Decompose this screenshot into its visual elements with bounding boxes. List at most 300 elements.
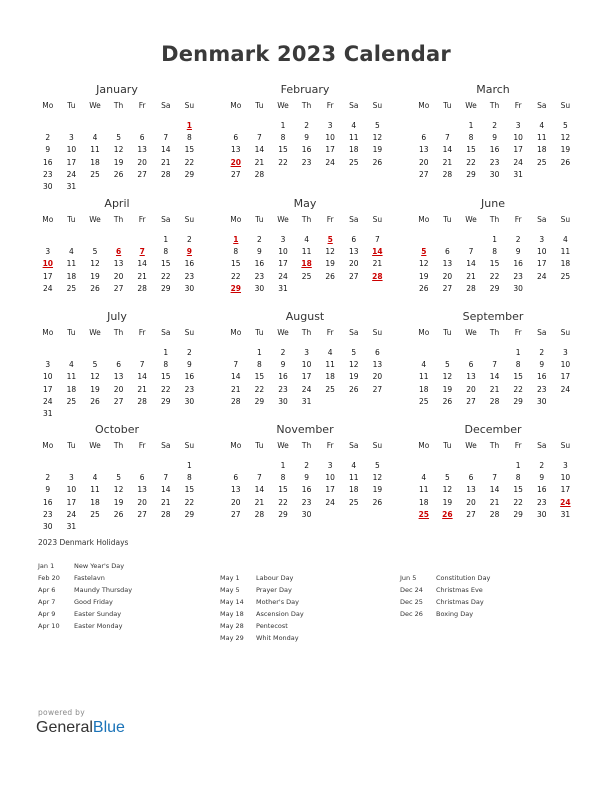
day-cell: 26 xyxy=(372,157,383,167)
day-cell: 27 xyxy=(466,396,476,406)
weekday-label: Tu xyxy=(443,441,452,450)
day-cell: 24 xyxy=(66,509,77,519)
weekday-label: Th xyxy=(113,328,124,337)
week-row xyxy=(412,246,574,258)
day-cell xyxy=(130,521,154,533)
day-cell: 15 xyxy=(184,145,195,155)
day-cell: 2 xyxy=(539,348,545,357)
month-january xyxy=(36,83,198,193)
day-cell: 9 xyxy=(539,473,545,483)
week-row xyxy=(224,169,386,181)
day-cell: 13 xyxy=(442,259,453,269)
holiday-day-cell: 9 xyxy=(186,247,192,257)
day-cell: 14 xyxy=(160,145,171,155)
day-cell: 26 xyxy=(419,283,429,293)
day-cell: 23 xyxy=(536,384,547,394)
day-cell xyxy=(36,347,60,359)
day-cell: 21 xyxy=(489,384,500,394)
day-cell: 8 xyxy=(280,473,286,483)
week-row xyxy=(412,157,574,169)
day-cell: 24 xyxy=(43,396,53,406)
day-cell: 14 xyxy=(137,372,147,382)
day-cell: 13 xyxy=(231,145,241,155)
day-cell: 20 xyxy=(372,372,383,382)
day-cell: 23 xyxy=(301,157,312,167)
week-row xyxy=(36,384,198,396)
day-cell: 16 xyxy=(254,259,265,269)
day-cell: 25 xyxy=(348,157,359,167)
holiday-name: Christmas Eve xyxy=(436,586,483,594)
weekday-label: Th xyxy=(113,101,124,110)
week-row xyxy=(412,472,574,484)
day-cell: 19 xyxy=(442,384,453,394)
day-cell: 20 xyxy=(442,271,453,281)
day-cell xyxy=(107,234,131,246)
day-cell xyxy=(554,396,578,408)
weekday-label: Su xyxy=(560,101,571,110)
day-cell: 6 xyxy=(233,133,239,143)
day-cell: 30 xyxy=(43,521,53,531)
weekday-header-row xyxy=(412,99,574,112)
day-cell: 17 xyxy=(301,372,312,382)
day-cell: 12 xyxy=(560,133,571,143)
day-cell: 15 xyxy=(160,372,171,382)
holiday-day-cell: 20 xyxy=(230,157,242,167)
holiday-date: May 28 xyxy=(220,622,244,630)
day-cell: 29 xyxy=(489,283,500,293)
day-cell: 14 xyxy=(254,145,265,155)
month-name: January xyxy=(96,83,138,96)
holiday-name: Pentecost xyxy=(256,622,288,630)
day-cell: 2 xyxy=(539,461,545,470)
holiday-date: Apr 10 xyxy=(38,622,60,630)
day-cell: 23 xyxy=(536,497,547,507)
day-cell xyxy=(130,460,154,472)
week-row xyxy=(224,120,386,132)
weekday-label: Sa xyxy=(537,215,547,224)
day-cell: 5 xyxy=(116,473,121,483)
day-cell: 20 xyxy=(137,157,147,167)
day-cell xyxy=(318,283,342,295)
day-cell: 11 xyxy=(66,372,77,382)
week-row xyxy=(36,132,198,144)
weekday-label: Th xyxy=(301,328,312,337)
month-april xyxy=(36,197,198,295)
day-cell: 11 xyxy=(348,473,359,483)
day-cell: 6 xyxy=(374,348,380,357)
day-cell xyxy=(412,120,436,132)
holiday-day-cell: 1 xyxy=(186,121,192,130)
day-cell: 3 xyxy=(45,247,51,257)
day-cell: 27 xyxy=(372,384,383,394)
day-cell: 27 xyxy=(113,283,124,293)
holiday-row xyxy=(38,572,132,584)
week-row xyxy=(224,258,386,270)
weekday-label: Su xyxy=(560,328,571,337)
week-row xyxy=(412,132,574,144)
day-cell: 4 xyxy=(92,473,98,483)
day-cell: 9 xyxy=(304,133,309,143)
holiday-date: Apr 7 xyxy=(38,598,56,606)
day-cell: 22 xyxy=(513,384,523,394)
weekday-label: Su xyxy=(184,441,195,450)
weekday-label: Su xyxy=(184,215,195,224)
day-cell: 23 xyxy=(513,271,523,281)
holiday-date: May 14 xyxy=(220,598,244,606)
day-cell: 31 xyxy=(278,283,288,293)
week-row xyxy=(36,396,198,408)
day-cell: 18 xyxy=(90,157,100,167)
holiday-day-cell: 7 xyxy=(139,247,145,257)
holiday-name: Good Friday xyxy=(74,598,113,606)
day-cell: 6 xyxy=(421,133,427,143)
weekday-label: Th xyxy=(301,101,312,110)
weekday-label: Fr xyxy=(326,441,334,450)
day-cell: 18 xyxy=(325,372,335,382)
month-december xyxy=(412,423,574,521)
weekday-header-row xyxy=(36,439,198,452)
day-cell: 4 xyxy=(351,121,357,130)
month-name: April xyxy=(104,197,130,210)
day-cell: 6 xyxy=(139,133,145,143)
day-cell: 22 xyxy=(160,384,171,394)
day-cell: 20 xyxy=(113,384,124,394)
day-cell: 28 xyxy=(489,396,500,406)
day-cell: 30 xyxy=(278,396,288,406)
holiday-day-cell: 28 xyxy=(372,271,383,281)
day-cell xyxy=(412,234,436,246)
day-cell: 2 xyxy=(304,121,309,130)
day-cell: 25 xyxy=(348,497,359,507)
holiday-date: May 1 xyxy=(220,574,240,582)
day-cell: 22 xyxy=(278,157,288,167)
weekday-label: Mo xyxy=(42,215,54,224)
day-cell: 16 xyxy=(536,372,547,382)
day-cell xyxy=(107,120,131,132)
day-cell: 1 xyxy=(186,461,192,470)
weekday-header-row xyxy=(412,439,574,452)
day-cell: 19 xyxy=(113,497,124,507)
day-cell: 13 xyxy=(137,485,147,495)
day-cell xyxy=(154,460,178,472)
day-cell: 19 xyxy=(419,271,429,281)
day-cell: 27 xyxy=(137,169,147,179)
weekday-label: Fr xyxy=(138,215,146,224)
weekday-label: Mo xyxy=(230,101,242,110)
weekday-label: Sa xyxy=(537,328,547,337)
month-name: November xyxy=(276,423,334,436)
holiday-row xyxy=(38,560,132,572)
day-cell: 13 xyxy=(113,259,124,269)
holiday-day-cell: 29 xyxy=(230,283,242,293)
day-cell xyxy=(178,521,202,533)
day-cell: 4 xyxy=(304,235,309,244)
day-cell: 8 xyxy=(186,133,192,143)
day-cell: 16 xyxy=(301,485,312,495)
day-cell xyxy=(342,283,366,295)
day-cell: 31 xyxy=(66,521,77,531)
day-cell: 26 xyxy=(442,396,453,406)
weekday-header-row xyxy=(412,326,574,339)
day-cell: 30 xyxy=(184,396,195,406)
day-cell: 1 xyxy=(515,461,521,470)
day-cell: 8 xyxy=(257,360,262,370)
day-cell: 12 xyxy=(90,372,100,382)
holiday-date: May 18 xyxy=(220,610,244,618)
week-row xyxy=(412,384,574,396)
holiday-row xyxy=(220,632,304,644)
logo-general-text: General xyxy=(36,719,93,736)
week-row xyxy=(36,234,198,246)
day-cell xyxy=(295,169,319,181)
holiday-day-cell: 18 xyxy=(301,259,312,269)
day-cell: 21 xyxy=(466,271,476,281)
weekday-header-row xyxy=(36,326,198,339)
day-cell: 6 xyxy=(445,247,450,257)
holiday-row xyxy=(38,596,132,608)
day-cell: 25 xyxy=(560,271,571,281)
weekday-header-row xyxy=(412,213,574,226)
day-cell: 20 xyxy=(419,157,429,167)
holiday-row xyxy=(220,596,304,608)
day-cell: 26 xyxy=(348,384,359,394)
generalblue-logo[interactable] xyxy=(36,719,125,737)
day-cell: 27 xyxy=(231,169,241,179)
day-cell: 11 xyxy=(90,485,100,495)
day-cell: 15 xyxy=(513,485,523,495)
day-cell: 30 xyxy=(43,181,53,191)
day-cell: 12 xyxy=(372,473,383,483)
day-cell: 23 xyxy=(184,271,195,281)
holiday-date: Dec 26 xyxy=(400,610,423,618)
day-cell: 4 xyxy=(539,121,545,130)
month-february xyxy=(224,83,386,181)
week-row xyxy=(224,371,386,383)
day-cell: 6 xyxy=(468,473,474,483)
day-cell: 7 xyxy=(233,360,239,370)
day-cell: 10 xyxy=(325,133,335,143)
day-cell: 16 xyxy=(513,259,523,269)
day-cell: 19 xyxy=(90,384,100,394)
day-cell: 1 xyxy=(492,235,497,244)
week-row xyxy=(36,181,198,193)
weekday-label: Th xyxy=(113,215,124,224)
day-cell: 12 xyxy=(372,133,383,143)
day-cell: 4 xyxy=(69,360,74,370)
day-cell: 4 xyxy=(562,235,568,244)
day-cell xyxy=(107,347,131,359)
day-cell: 15 xyxy=(254,372,265,382)
day-cell: 19 xyxy=(442,497,453,507)
month-name: May xyxy=(293,197,317,210)
day-cell: 12 xyxy=(113,145,124,155)
weekday-label: Mo xyxy=(230,215,242,224)
day-cell: 9 xyxy=(515,247,521,257)
holiday-day-cell: 5 xyxy=(421,247,427,257)
weekday-label: Su xyxy=(372,215,383,224)
day-cell xyxy=(436,120,460,132)
day-cell: 15 xyxy=(231,259,241,269)
day-cell: 22 xyxy=(160,271,171,281)
day-cell: 14 xyxy=(466,259,476,269)
day-cell: 21 xyxy=(254,497,265,507)
day-cell: 17 xyxy=(43,271,53,281)
day-cell: 17 xyxy=(66,157,77,167)
day-cell: 8 xyxy=(233,247,239,257)
day-cell: 28 xyxy=(489,509,500,519)
day-cell: 27 xyxy=(442,283,453,293)
week-row xyxy=(36,521,198,533)
holiday-date: Dec 24 xyxy=(400,586,423,594)
holiday-name: Constitution Day xyxy=(436,574,491,582)
week-row xyxy=(224,157,386,169)
weekday-label: We xyxy=(89,441,101,450)
week-row xyxy=(224,246,386,258)
day-cell: 19 xyxy=(372,145,383,155)
day-cell: 4 xyxy=(92,133,98,143)
weekday-label: We xyxy=(89,328,101,337)
weekday-header-row xyxy=(224,439,386,452)
weekday-label: Th xyxy=(489,101,500,110)
day-cell: 3 xyxy=(327,121,333,130)
day-cell: 2 xyxy=(257,235,262,244)
week-row xyxy=(36,472,198,484)
day-cell: 20 xyxy=(348,259,359,269)
day-cell: 7 xyxy=(139,360,145,370)
weekday-label: We xyxy=(277,441,289,450)
day-cell: 22 xyxy=(231,271,241,281)
day-cell: 19 xyxy=(325,259,335,269)
day-cell xyxy=(60,408,84,420)
day-cell: 5 xyxy=(374,121,380,130)
day-cell xyxy=(130,234,154,246)
day-cell: 1 xyxy=(163,348,169,357)
day-cell: 1 xyxy=(280,121,286,130)
weekday-label: Sa xyxy=(537,441,547,450)
day-cell: 22 xyxy=(184,497,195,507)
weekday-label: Tu xyxy=(255,101,264,110)
week-row xyxy=(412,258,574,270)
day-cell xyxy=(154,181,178,193)
weekday-label: Tu xyxy=(67,101,76,110)
day-cell: 18 xyxy=(66,384,77,394)
day-cell: 16 xyxy=(43,497,53,507)
holiday-day-cell: 1 xyxy=(233,235,239,244)
day-cell xyxy=(154,521,178,533)
day-cell: 22 xyxy=(489,271,500,281)
day-cell: 31 xyxy=(560,509,571,519)
day-cell: 7 xyxy=(445,133,450,143)
holiday-date: May 29 xyxy=(220,634,244,642)
day-cell: 5 xyxy=(116,133,121,143)
day-cell: 19 xyxy=(348,372,359,382)
month-october xyxy=(36,423,198,533)
weekday-label: Mo xyxy=(418,101,430,110)
day-cell xyxy=(154,408,178,420)
day-cell xyxy=(83,120,107,132)
day-cell: 9 xyxy=(45,145,51,155)
day-cell: 21 xyxy=(372,259,383,269)
day-cell: 19 xyxy=(90,271,100,281)
day-cell xyxy=(130,408,154,420)
day-cell xyxy=(530,169,554,181)
day-cell: 25 xyxy=(66,283,77,293)
day-cell: 21 xyxy=(160,497,171,507)
month-name: October xyxy=(94,423,140,436)
day-cell: 13 xyxy=(137,145,147,155)
day-cell: 3 xyxy=(304,348,309,357)
day-cell: 23 xyxy=(301,497,312,507)
day-cell: 8 xyxy=(468,133,474,143)
day-cell: 17 xyxy=(43,384,53,394)
week-row xyxy=(36,347,198,359)
day-cell: 29 xyxy=(513,509,523,519)
day-cell xyxy=(130,347,154,359)
day-cell: 9 xyxy=(45,485,51,495)
day-cell: 26 xyxy=(90,396,100,406)
week-row xyxy=(36,271,198,283)
month-name: August xyxy=(285,310,325,323)
day-cell: 11 xyxy=(560,247,571,257)
day-cell: 31 xyxy=(43,408,53,418)
day-cell xyxy=(318,396,342,408)
day-cell: 5 xyxy=(92,247,98,257)
weekday-label: Th xyxy=(301,441,312,450)
holiday-row xyxy=(400,596,490,608)
day-cell: 4 xyxy=(421,360,427,370)
day-cell: 26 xyxy=(372,497,383,507)
month-name: March xyxy=(476,83,510,96)
day-cell: 14 xyxy=(137,259,147,269)
week-row xyxy=(412,509,574,521)
month-november xyxy=(224,423,386,521)
holiday-day-cell: 25 xyxy=(418,509,430,519)
day-cell xyxy=(130,181,154,193)
week-row xyxy=(412,396,574,408)
day-cell: 29 xyxy=(254,396,265,406)
weekday-label: We xyxy=(277,328,289,337)
day-cell xyxy=(107,181,131,193)
day-cell xyxy=(130,120,154,132)
day-cell: 17 xyxy=(325,485,335,495)
day-cell: 14 xyxy=(254,485,265,495)
week-row xyxy=(36,169,198,181)
day-cell: 21 xyxy=(442,157,453,167)
day-cell: 4 xyxy=(421,473,427,483)
week-row xyxy=(224,396,386,408)
day-cell: 18 xyxy=(348,145,359,155)
weekday-header-row xyxy=(224,213,386,226)
day-cell: 10 xyxy=(43,372,53,382)
weekday-label: Su xyxy=(184,328,195,337)
day-cell: 25 xyxy=(301,271,312,281)
day-cell xyxy=(36,120,60,132)
holiday-row xyxy=(220,620,304,632)
weekday-label: We xyxy=(465,215,477,224)
day-cell: 17 xyxy=(560,485,571,495)
day-cell xyxy=(342,509,366,521)
week-row xyxy=(224,234,386,246)
day-cell xyxy=(412,347,436,359)
day-cell: 8 xyxy=(515,473,521,483)
day-cell: 25 xyxy=(90,169,100,179)
day-cell: 28 xyxy=(466,283,476,293)
holiday-name: Easter Sunday xyxy=(74,610,122,618)
day-cell: 28 xyxy=(254,169,265,179)
month-name: June xyxy=(481,197,505,210)
day-cell: 8 xyxy=(163,360,169,370)
day-cell: 19 xyxy=(113,157,124,167)
